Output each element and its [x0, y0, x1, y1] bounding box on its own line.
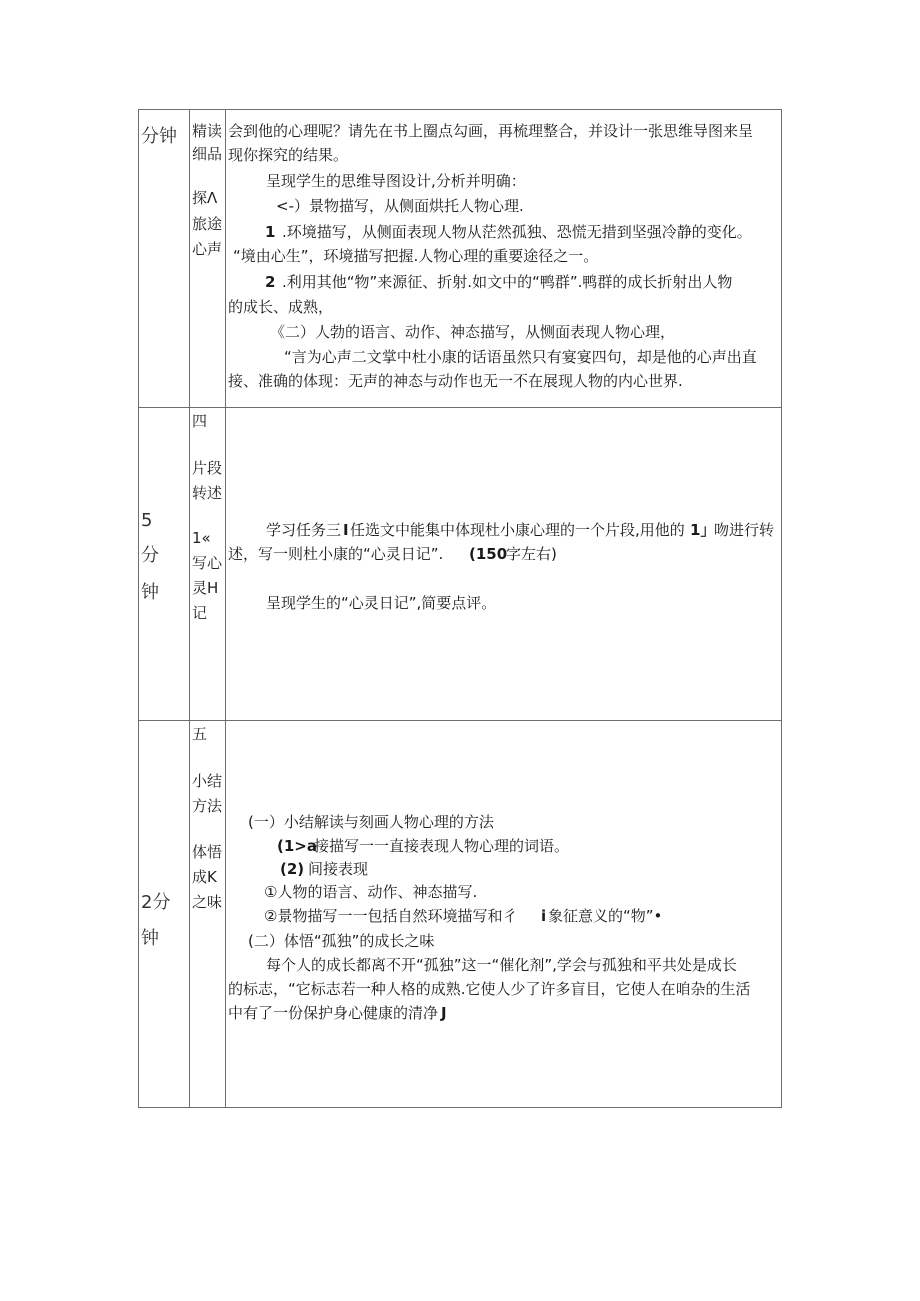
row3-stage-line: 之味: [192, 893, 223, 911]
row2-stage-line: 1«: [192, 529, 211, 547]
row1-content-number: 1: [265, 223, 276, 241]
table-col-divider-1: [189, 109, 190, 1108]
row1-stage-line: 探Λ: [192, 189, 218, 207]
row3-stage-line: 方法: [192, 797, 223, 815]
table-left-border: [138, 109, 139, 1108]
row1-content-line: 《二）人勃的语言、动作、神态描写，从恻面表现人物心理，: [270, 323, 676, 341]
table-row-divider-1: [138, 407, 782, 408]
row2-content-line: 任选文中能集中体现杜小康心理的一个片段,用他的: [350, 521, 685, 539]
table-col-divider-2: [225, 109, 226, 1108]
row1-stage-line: 旅途: [192, 215, 223, 233]
row2-stage-line: 四: [192, 412, 208, 430]
row3-content-line: 每个人的成长都离不开“孤独”这一“催化剂”,学会与孤独和平共处是成长: [266, 956, 737, 974]
row3-content-line: 接描写一一直接表现人物心理的词语。: [314, 837, 570, 855]
row1-content-line: .利用其他“物”来源征、折射.如文中的“鸭群”.鸭群的成长折射出人物: [282, 273, 733, 291]
row3-time-line: 2分: [141, 892, 171, 913]
table-right-border: [781, 109, 782, 1108]
row1-content-line: .环境描写，从侧面表现人物从茫然孤独、恐慌无措到坚强冷静的变化。: [282, 223, 752, 241]
row3-stage-line: 五: [192, 725, 208, 743]
row3-content-line: ①人物的语言、动作、神态描写.: [264, 883, 478, 901]
row2-stage-line: 片段: [192, 459, 223, 477]
row1-stage-line: 细品: [192, 145, 223, 163]
row2-content-line: 呈现学生的“心灵日记”,简要点评。: [266, 594, 497, 612]
row2-content-fragment: 1」: [690, 521, 716, 539]
row2-stage-line: 记: [192, 604, 208, 622]
row3-content-line: 间接表现: [308, 860, 369, 878]
table-row-divider-2: [138, 720, 782, 721]
row1-content-line: 接、准确的体现：无声的神态与动作也无一不在展现人物的内心世界.: [228, 372, 683, 390]
row2-content-line: 吻进行转: [714, 521, 775, 539]
row3-content-line: (二）体悟“孤独”的成长之味: [248, 932, 435, 950]
row3-content-line: 的标志，“它标志若一种人格的成熟.它使人少了许多盲目，它使人在咱杂的生活: [228, 980, 751, 998]
row1-content-line: 现你探究的结果。: [228, 146, 349, 164]
row1-content-number: 2: [265, 273, 276, 291]
row2-stage-line: 灵H: [192, 579, 219, 597]
row3-stage-line: 体悟: [192, 843, 223, 861]
table-bottom-border: [138, 1107, 782, 1108]
row3-content-fragment: i: [541, 907, 547, 925]
table-top-border: [138, 109, 782, 110]
row1-content-line: 的成长、成熟，: [228, 298, 334, 316]
row2-stage-line: 写心: [192, 554, 223, 572]
row1-content-line: <-）景物描写，从侧面烘托人物心理.: [276, 197, 524, 215]
row2-content-line: 述，写一则杜小康的“心灵日记”.: [228, 545, 444, 563]
row2-time-line: 钟: [141, 582, 159, 603]
row3-content-line: 中有了一份保护身心健康的清净: [228, 1004, 439, 1022]
row2-content-line: 学习任务三: [266, 521, 342, 539]
row3-content-line: 象征意义的“物”•: [548, 907, 663, 925]
row3-content-fragment: J: [441, 1004, 447, 1022]
row3-content-line: ②景物描写一一包括自然环境描写和彳: [264, 907, 518, 925]
row2-content-line: 字左右): [506, 545, 557, 563]
row1-content-line: 呈现学生的思维导图设计,分析并明确：: [266, 172, 526, 190]
row3-content-fragment: (2): [280, 860, 305, 878]
row3-content-line: (一）小结解读与刻画人物心理的方法: [248, 813, 494, 831]
row3-content-fragment: (1>a: [277, 837, 317, 855]
row3-stage-line: 成K: [192, 868, 217, 886]
row1-content-line: 会到他的心理呢？请先在书上圈点勾画，再梳理整合，并设计一张思维导图来呈: [228, 122, 754, 140]
row1-stage-line: 精读: [192, 122, 223, 140]
row1-time: 分钟: [141, 126, 177, 147]
row3-time-line: 钟: [141, 928, 159, 949]
row1-stage-line: 心声: [192, 240, 223, 258]
row2-content-fragment: I: [343, 521, 349, 539]
row3-stage-line: 小结: [192, 772, 223, 790]
row2-content-fragment: (150: [469, 545, 508, 563]
row1-content-line: “境由心生”，环境描写把握.人物心理的重要途径之一。: [233, 247, 599, 265]
row2-time-line: 分: [141, 545, 159, 566]
row2-stage-line: 转述: [192, 484, 223, 502]
row2-time-line: 5: [141, 510, 153, 531]
row1-content-line: “言为心声二文掌中杜小康的话语虽然只有宴宴四句，却是他的心声出直: [284, 348, 757, 366]
